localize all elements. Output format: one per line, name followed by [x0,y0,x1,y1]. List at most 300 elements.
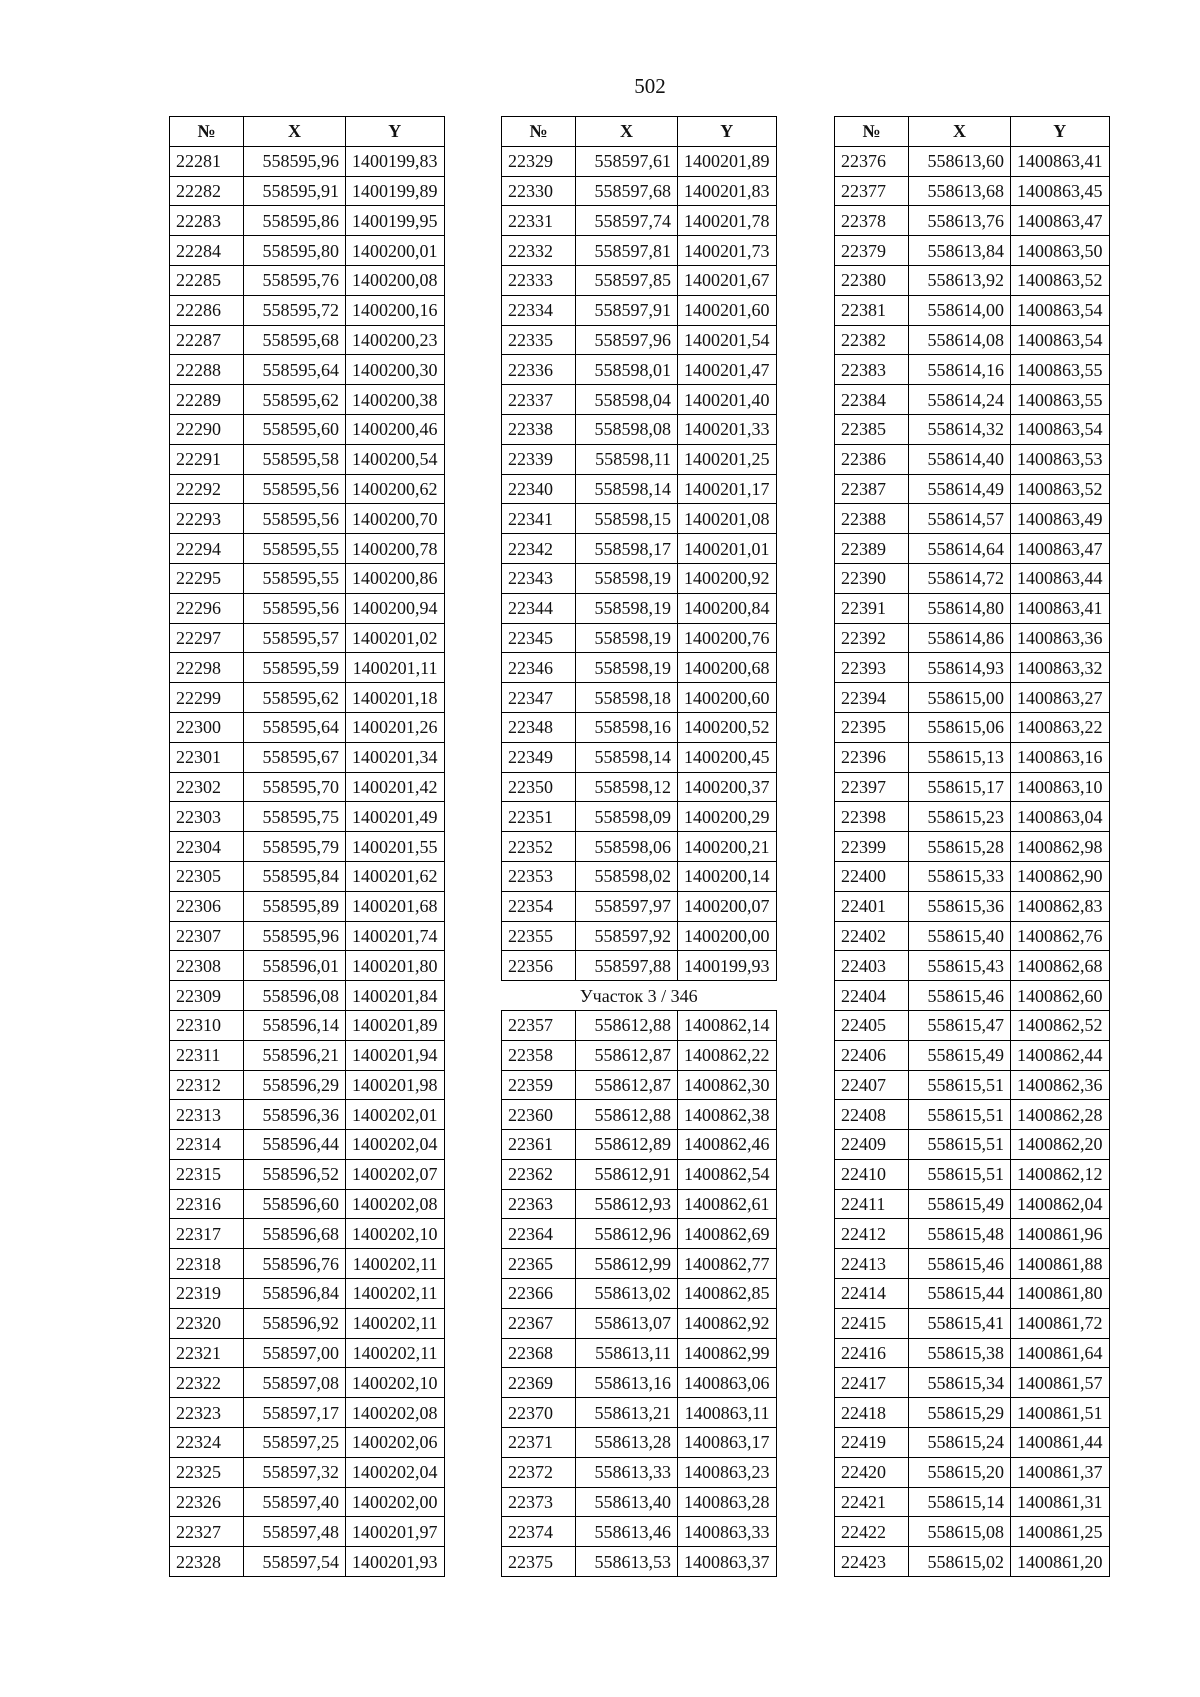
x-coordinate-cell: 558595,67 [244,742,346,772]
x-coordinate-cell: 558598,12 [576,772,678,802]
page-number: 502 [634,74,666,98]
y-coordinate-cell: 1400201,97 [346,1517,445,1547]
x-coordinate-cell: 558614,24 [909,385,1011,415]
table-row [835,1010,1110,1040]
x-coordinate-cell: 558613,07 [576,1308,678,1338]
x-coordinate-cell: 558613,16 [576,1368,678,1398]
y-coordinate-cell: 1400861,64 [1011,1338,1110,1368]
point-number-cell: 22368 [502,1338,576,1368]
y-coordinate-cell: 1400202,11 [346,1249,445,1279]
y-coordinate-cell: 1400201,49 [346,802,445,832]
y-coordinate-cell: 1400200,86 [346,563,445,593]
x-coordinate-cell: 558595,76 [244,265,346,295]
y-coordinate-cell: 1400863,32 [1011,653,1110,683]
table-row [502,385,777,415]
header-x: X [576,117,678,147]
y-coordinate-cell: 1400201,67 [678,265,777,295]
y-coordinate-cell: 1400200,76 [678,623,777,653]
y-coordinate-cell: 1400202,11 [346,1279,445,1309]
x-coordinate-cell: 558597,74 [576,206,678,236]
y-coordinate-cell: 1400863,11 [678,1398,777,1428]
x-coordinate-cell: 558613,21 [576,1398,678,1428]
x-coordinate-cell: 558596,36 [244,1100,346,1130]
table-row [835,742,1110,772]
y-coordinate-cell: 1400201,60 [678,295,777,325]
point-number-cell: 22317 [170,1219,244,1249]
y-coordinate-cell: 1400201,01 [678,534,777,564]
point-number-cell: 22349 [502,742,576,772]
x-coordinate-cell: 558595,80 [244,236,346,266]
x-coordinate-cell: 558597,25 [244,1428,346,1458]
x-coordinate-cell: 558615,49 [909,1189,1011,1219]
x-coordinate-cell: 558614,08 [909,325,1011,355]
table-row [502,1279,777,1309]
point-number-cell: 22303 [170,802,244,832]
point-number-cell: 22286 [170,295,244,325]
x-coordinate-cell: 558615,28 [909,832,1011,862]
x-coordinate-cell: 558595,72 [244,295,346,325]
x-coordinate-cell: 558615,51 [909,1159,1011,1189]
x-coordinate-cell: 558595,56 [244,504,346,534]
section-row [502,981,777,1011]
x-coordinate-cell: 558613,92 [909,265,1011,295]
header-number: № [502,117,576,147]
y-coordinate-cell: 1400862,61 [678,1189,777,1219]
table-row [502,742,777,772]
y-coordinate-cell: 1400863,53 [1011,444,1110,474]
header-number: № [835,117,909,147]
table-row [835,772,1110,802]
y-coordinate-cell: 1400863,47 [1011,534,1110,564]
y-coordinate-cell: 1400201,80 [346,951,445,981]
table-row [502,355,777,385]
table-row [170,1517,445,1547]
y-coordinate-cell: 1400862,83 [1011,891,1110,921]
x-coordinate-cell: 558598,11 [576,444,678,474]
y-coordinate-cell: 1400862,38 [678,1100,777,1130]
y-coordinate-cell: 1400861,80 [1011,1279,1110,1309]
table-row [835,593,1110,623]
table-row [502,593,777,623]
y-coordinate-cell: 1400200,70 [346,504,445,534]
x-coordinate-cell: 558615,51 [909,1100,1011,1130]
point-number-cell: 22287 [170,325,244,355]
x-coordinate-cell: 558613,84 [909,236,1011,266]
point-number-cell: 22292 [170,474,244,504]
y-coordinate-cell: 1400861,25 [1011,1517,1110,1547]
y-coordinate-cell: 1400863,55 [1011,385,1110,415]
x-coordinate-cell: 558595,70 [244,772,346,802]
table-row [170,504,445,534]
y-coordinate-cell: 1400862,30 [678,1070,777,1100]
y-coordinate-cell: 1400201,83 [678,176,777,206]
point-number-cell: 22353 [502,861,576,891]
point-number-cell: 22360 [502,1100,576,1130]
x-coordinate-cell: 558595,55 [244,534,346,564]
point-number-cell: 22414 [835,1279,909,1309]
point-number-cell: 22350 [502,772,576,802]
point-number-cell: 22372 [502,1457,576,1487]
y-coordinate-cell: 1400863,50 [1011,236,1110,266]
point-number-cell: 22357 [502,1010,576,1040]
table-row [170,1249,445,1279]
table-row [502,265,777,295]
x-coordinate-cell: 558595,62 [244,683,346,713]
point-number-cell: 22388 [835,504,909,534]
point-number-cell: 22308 [170,951,244,981]
y-coordinate-cell: 1400201,93 [346,1547,445,1577]
point-number-cell: 22342 [502,534,576,564]
point-number-cell: 22310 [170,1010,244,1040]
table-row [835,563,1110,593]
point-number-cell: 22362 [502,1159,576,1189]
table-row [170,206,445,236]
header-row [170,117,445,147]
table-row [170,1100,445,1130]
point-number-cell: 22288 [170,355,244,385]
table-row [835,1517,1110,1547]
y-coordinate-cell: 1400202,04 [346,1457,445,1487]
point-number-cell: 22354 [502,891,576,921]
point-number-cell: 22340 [502,474,576,504]
point-number-cell: 22316 [170,1189,244,1219]
header-row [835,117,1110,147]
point-number-cell: 22419 [835,1428,909,1458]
table-row [835,921,1110,951]
table-row [170,236,445,266]
point-number-cell: 22355 [502,921,576,951]
y-coordinate-cell: 1400863,10 [1011,772,1110,802]
point-number-cell: 22383 [835,355,909,385]
x-coordinate-cell: 558598,19 [576,623,678,653]
y-coordinate-cell: 1400861,44 [1011,1428,1110,1458]
y-coordinate-cell: 1400863,04 [1011,802,1110,832]
y-coordinate-cell: 1400200,30 [346,355,445,385]
table-row [835,504,1110,534]
point-number-cell: 22307 [170,921,244,951]
table-row [835,265,1110,295]
table-row [170,1428,445,1458]
y-coordinate-cell: 1400861,96 [1011,1219,1110,1249]
x-coordinate-cell: 558598,01 [576,355,678,385]
table-row [502,683,777,713]
point-number-cell: 22291 [170,444,244,474]
table-row [835,385,1110,415]
table-row [502,176,777,206]
table-row [170,1457,445,1487]
table-row [170,623,445,653]
table-row [835,1070,1110,1100]
point-number-cell: 22390 [835,563,909,593]
y-coordinate-cell: 1400201,89 [678,146,777,176]
x-coordinate-cell: 558597,96 [576,325,678,355]
x-coordinate-cell: 558613,02 [576,1279,678,1309]
x-coordinate-cell: 558596,68 [244,1219,346,1249]
y-coordinate-cell: 1400862,69 [678,1219,777,1249]
x-coordinate-cell: 558597,17 [244,1398,346,1428]
x-coordinate-cell: 558614,93 [909,653,1011,683]
point-number-cell: 22322 [170,1368,244,1398]
point-number-cell: 22341 [502,504,576,534]
x-coordinate-cell: 558615,38 [909,1338,1011,1368]
y-coordinate-cell: 1400200,60 [678,683,777,713]
point-number-cell: 22365 [502,1249,576,1279]
table-row [835,1249,1110,1279]
point-number-cell: 22309 [170,981,244,1011]
x-coordinate-cell: 558615,47 [909,1010,1011,1040]
point-number-cell: 22371 [502,1428,576,1458]
point-number-cell: 22369 [502,1368,576,1398]
point-number-cell: 22393 [835,653,909,683]
table-row [170,921,445,951]
point-number-cell: 22422 [835,1517,909,1547]
x-coordinate-cell: 558615,33 [909,861,1011,891]
y-coordinate-cell: 1400863,22 [1011,712,1110,742]
y-coordinate-cell: 1400202,11 [346,1308,445,1338]
table-row [502,1159,777,1189]
table-row [170,1338,445,1368]
x-coordinate-cell: 558598,19 [576,653,678,683]
y-coordinate-cell: 1400200,00 [678,921,777,951]
y-coordinate-cell: 1400862,68 [1011,951,1110,981]
table-row [502,1010,777,1040]
point-number-cell: 22375 [502,1547,576,1577]
y-coordinate-cell: 1400862,20 [1011,1130,1110,1160]
table-row [835,653,1110,683]
x-coordinate-cell: 558615,43 [909,951,1011,981]
x-coordinate-cell: 558596,29 [244,1070,346,1100]
point-number-cell: 22412 [835,1219,909,1249]
y-coordinate-cell: 1400202,07 [346,1159,445,1189]
table-row [502,1100,777,1130]
point-number-cell: 22381 [835,295,909,325]
table-row [835,683,1110,713]
table-row [502,861,777,891]
x-coordinate-cell: 558597,08 [244,1368,346,1398]
x-coordinate-cell: 558597,81 [576,236,678,266]
table-row [502,891,777,921]
x-coordinate-cell: 558598,06 [576,832,678,862]
x-coordinate-cell: 558595,84 [244,861,346,891]
point-number-cell: 22361 [502,1130,576,1160]
y-coordinate-cell: 1400200,29 [678,802,777,832]
y-coordinate-cell: 1400201,40 [678,385,777,415]
x-coordinate-cell: 558613,28 [576,1428,678,1458]
y-coordinate-cell: 1400200,21 [678,832,777,862]
point-number-cell: 22408 [835,1100,909,1130]
point-number-cell: 22347 [502,683,576,713]
x-coordinate-cell: 558597,54 [244,1547,346,1577]
x-coordinate-cell: 558596,60 [244,1189,346,1219]
table-row [502,1338,777,1368]
x-coordinate-cell: 558596,21 [244,1040,346,1070]
header-x: X [909,117,1011,147]
point-number-cell: 22326 [170,1487,244,1517]
point-number-cell: 22404 [835,981,909,1011]
point-number-cell: 22374 [502,1517,576,1547]
y-coordinate-cell: 1400200,01 [346,236,445,266]
header-number: № [170,117,244,147]
table-row [835,1308,1110,1338]
table-row [170,891,445,921]
y-coordinate-cell: 1400863,41 [1011,146,1110,176]
table-row [502,1547,777,1577]
x-coordinate-cell: 558614,64 [909,534,1011,564]
y-coordinate-cell: 1400863,49 [1011,504,1110,534]
x-coordinate-cell: 558615,17 [909,772,1011,802]
table-row [502,563,777,593]
y-coordinate-cell: 1400201,89 [346,1010,445,1040]
point-number-cell: 22299 [170,683,244,713]
table-row [170,534,445,564]
table-row [835,474,1110,504]
table-row [835,1547,1110,1577]
y-coordinate-cell: 1400862,85 [678,1279,777,1309]
point-number-cell: 22339 [502,444,576,474]
table-row [835,1457,1110,1487]
point-number-cell: 22351 [502,802,576,832]
y-coordinate-cell: 1400201,84 [346,981,445,1011]
table-row [502,1428,777,1458]
x-coordinate-cell: 558595,57 [244,623,346,653]
table-row [170,1487,445,1517]
point-number-cell: 22297 [170,623,244,653]
point-number-cell: 22296 [170,593,244,623]
y-coordinate-cell: 1400862,04 [1011,1189,1110,1219]
y-coordinate-cell: 1400862,76 [1011,921,1110,951]
point-number-cell: 22302 [170,772,244,802]
x-coordinate-cell: 558613,46 [576,1517,678,1547]
point-number-cell: 22418 [835,1398,909,1428]
point-number-cell: 22304 [170,832,244,862]
point-number-cell: 22413 [835,1249,909,1279]
point-number-cell: 22407 [835,1070,909,1100]
table-row [835,444,1110,474]
point-number-cell: 22356 [502,951,576,981]
x-coordinate-cell: 558596,44 [244,1130,346,1160]
x-coordinate-cell: 558615,41 [909,1308,1011,1338]
x-coordinate-cell: 558612,91 [576,1159,678,1189]
x-coordinate-cell: 558598,15 [576,504,678,534]
point-number-cell: 22397 [835,772,909,802]
point-number-cell: 22392 [835,623,909,653]
table-row [502,1398,777,1428]
x-coordinate-cell: 558612,89 [576,1130,678,1160]
x-coordinate-cell: 558597,32 [244,1457,346,1487]
point-number-cell: 22382 [835,325,909,355]
x-coordinate-cell: 558614,57 [909,504,1011,534]
table-row [502,832,777,862]
x-coordinate-cell: 558612,88 [576,1010,678,1040]
x-coordinate-cell: 558595,75 [244,802,346,832]
table-row [170,265,445,295]
table-row [170,1159,445,1189]
y-coordinate-cell: 1400201,11 [346,653,445,683]
point-number-cell: 22331 [502,206,576,236]
x-coordinate-cell: 558595,96 [244,146,346,176]
point-number-cell: 22330 [502,176,576,206]
point-number-cell: 22399 [835,832,909,862]
y-coordinate-cell: 1400201,73 [678,236,777,266]
y-coordinate-cell: 1400863,17 [678,1428,777,1458]
y-coordinate-cell: 1400862,60 [1011,981,1110,1011]
table-row [835,1279,1110,1309]
point-number-cell: 22323 [170,1398,244,1428]
x-coordinate-cell: 558598,17 [576,534,678,564]
coordinate-table-3 [834,116,1110,1577]
x-coordinate-cell: 558615,20 [909,1457,1011,1487]
table-row [502,236,777,266]
table-row [170,414,445,444]
y-coordinate-cell: 1400862,52 [1011,1010,1110,1040]
table-row [170,146,445,176]
y-coordinate-cell: 1400202,10 [346,1368,445,1398]
x-coordinate-cell: 558614,49 [909,474,1011,504]
y-coordinate-cell: 1400863,28 [678,1487,777,1517]
y-coordinate-cell: 1400199,93 [678,951,777,981]
x-coordinate-cell: 558613,68 [909,176,1011,206]
y-coordinate-cell: 1400861,51 [1011,1398,1110,1428]
y-coordinate-cell: 1400200,08 [346,265,445,295]
table-row [170,563,445,593]
table-row [502,1070,777,1100]
point-number-cell: 22335 [502,325,576,355]
table-row [502,1368,777,1398]
x-coordinate-cell: 558614,16 [909,355,1011,385]
x-coordinate-cell: 558615,14 [909,1487,1011,1517]
x-coordinate-cell: 558615,29 [909,1398,1011,1428]
table-row [170,593,445,623]
table-row [835,712,1110,742]
table-row [170,1189,445,1219]
x-coordinate-cell: 558615,36 [909,891,1011,921]
point-number-cell: 22420 [835,1457,909,1487]
y-coordinate-cell: 1400863,16 [1011,742,1110,772]
point-number-cell: 22295 [170,563,244,593]
point-number-cell: 22405 [835,1010,909,1040]
point-number-cell: 22384 [835,385,909,415]
table-row [502,1487,777,1517]
y-coordinate-cell: 1400201,78 [678,206,777,236]
x-coordinate-cell: 558596,14 [244,1010,346,1040]
x-coordinate-cell: 558614,40 [909,444,1011,474]
x-coordinate-cell: 558596,08 [244,981,346,1011]
y-coordinate-cell: 1400200,54 [346,444,445,474]
x-coordinate-cell: 558597,48 [244,1517,346,1547]
point-number-cell: 22281 [170,146,244,176]
point-number-cell: 22421 [835,1487,909,1517]
x-coordinate-cell: 558598,02 [576,861,678,891]
x-coordinate-cell: 558614,72 [909,563,1011,593]
y-coordinate-cell: 1400200,84 [678,593,777,623]
point-number-cell: 22366 [502,1279,576,1309]
table-row [170,176,445,206]
y-coordinate-cell: 1400862,22 [678,1040,777,1070]
point-number-cell: 22423 [835,1547,909,1577]
table-row [170,1010,445,1040]
point-number-cell: 22314 [170,1130,244,1160]
table-row [835,1219,1110,1249]
x-coordinate-cell: 558612,93 [576,1189,678,1219]
y-coordinate-cell: 1400200,07 [678,891,777,921]
x-coordinate-cell: 558596,01 [244,951,346,981]
x-coordinate-cell: 558598,18 [576,683,678,713]
point-number-cell: 22403 [835,951,909,981]
point-number-cell: 22327 [170,1517,244,1547]
point-number-cell: 22373 [502,1487,576,1517]
x-coordinate-cell: 558595,60 [244,414,346,444]
y-coordinate-cell: 1400201,26 [346,712,445,742]
